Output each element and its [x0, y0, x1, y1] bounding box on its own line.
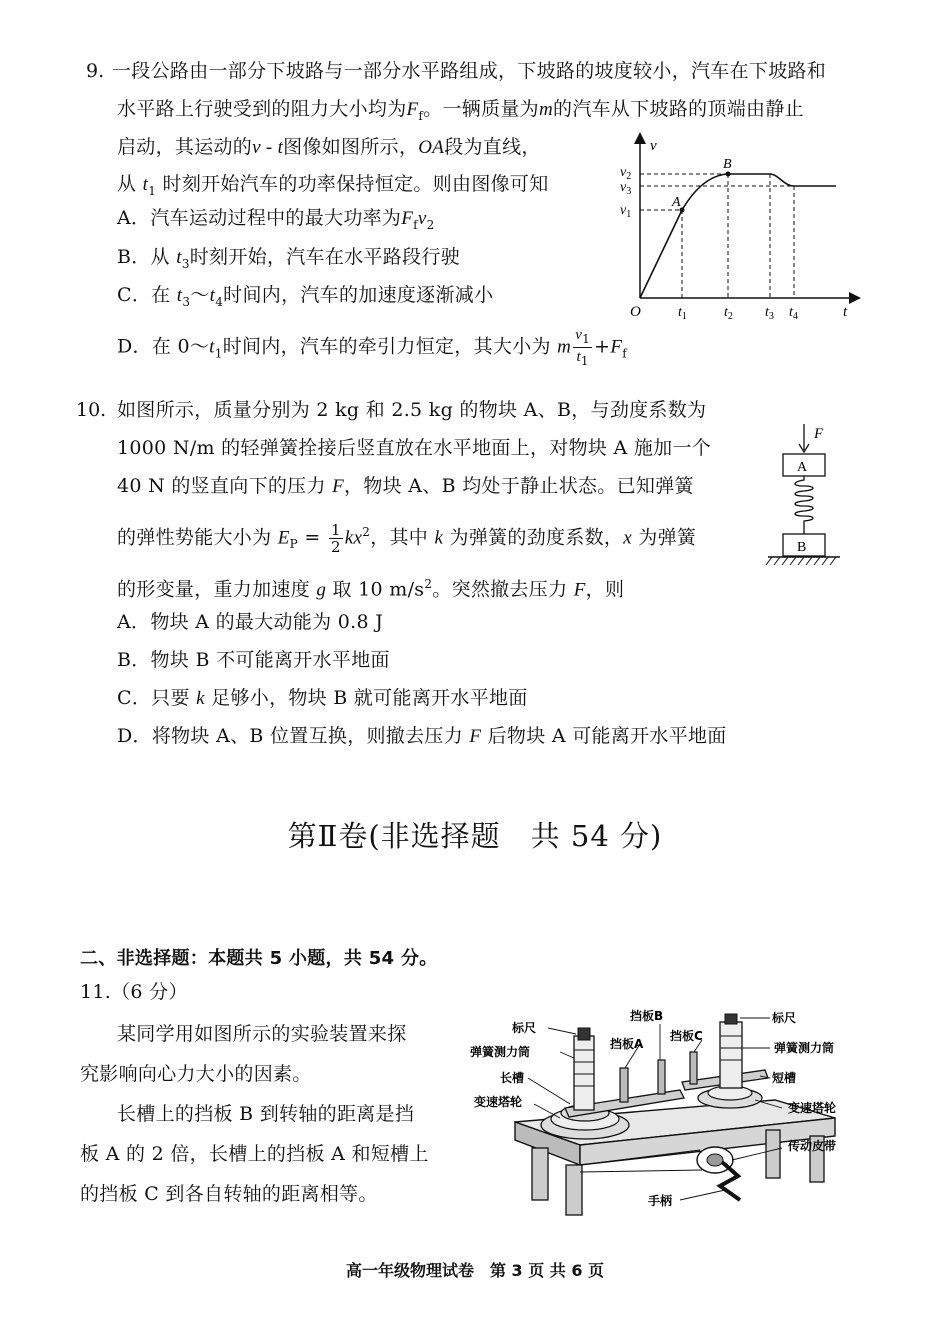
origin-label: O	[630, 304, 641, 320]
centripetal-apparatus	[470, 1000, 870, 1220]
label-crank: 手柄	[648, 1194, 673, 1208]
q10-line1: 如图所示，质量分别为 2 kg 和 2.5 kg 的物块 A、B，与劲度系数为	[117, 399, 707, 421]
baffle-c	[690, 1052, 697, 1084]
label-baffle-c: 挡板C	[670, 1029, 703, 1043]
q10-option-d: D．将物块 A、B 位置互换，则撤去压力 F 后物块 A 可能离开水平地面	[117, 725, 727, 747]
point-b-label: B	[723, 157, 732, 172]
q11-number: 11.（6 分）	[80, 981, 188, 1003]
label-baffle-a: 挡板A	[610, 1037, 644, 1051]
q10-option-b: B．物块 B 不可能离开水平地面	[117, 649, 390, 671]
q11-p1-line2: 究影响向心力大小的因素。	[80, 1063, 312, 1085]
t4-label: $t_4$	[789, 305, 798, 320]
baffle-b	[658, 1060, 665, 1094]
q9-line4: 从 $t_1$ 时刻开始汽车的功率保持恒定。则由图像可知	[117, 173, 549, 198]
label-spring-scale-left: 弹簧测力筒	[470, 1045, 531, 1059]
spring	[795, 476, 813, 534]
q9-line3: 启动，其运动的v - t图像如图所示，OA段为直线，	[117, 136, 541, 158]
label-spring-scale-right: 弹簧测力筒	[774, 1041, 835, 1055]
q11-p1-line1: 某同学用如图所示的实验装置来探	[117, 1023, 407, 1045]
q9-option-b: B．从 $t_3$时刻开始，汽车在水平路段行驶	[117, 246, 460, 271]
v-axis-label: v	[650, 138, 657, 154]
label-drive-belt: 传动皮带	[788, 1139, 837, 1153]
q9-option-a: A．汽车运动过程中的最大功率为$F_fv_2$	[117, 207, 435, 232]
q11-p2-line1: 长槽上的挡板 B 到转轴的距离是挡	[117, 1103, 415, 1125]
v1-label: $v_1$	[620, 203, 632, 220]
block-b-label: B	[797, 540, 807, 555]
q10-line2: 1000 N/m 的轻弹簧拴接后竖直放在水平地面上，对物块 A 施加一个	[117, 437, 712, 459]
label-short-groove: 短槽	[772, 1071, 797, 1085]
point-a-label: A	[672, 195, 681, 210]
t-axis-label: t	[843, 304, 848, 320]
vt-curve	[640, 174, 836, 298]
fraction-v1-t1: $\frac{v_1}{t_1}$	[575, 327, 591, 368]
q10-option-c: C．只要 k 足够小，物块 B 就可能离开水平地面	[117, 687, 528, 709]
q10-line4: 的弹性势能大小为 $E_P$ = $\frac{1}{2}$ $kx^2$，其中 k 为弹簧的劲度系数，x 为弹簧	[117, 520, 697, 556]
q11-p2-line2: 板 A 的 2 倍，长槽上的挡板 A 和短槽上	[80, 1143, 429, 1165]
t2-label: $t_2$	[724, 305, 733, 320]
q9-line2: 水平路上行驶受到的阻力大小均为$F_f$。一辆质量为m的汽车从下坡路的顶端由静止	[117, 98, 804, 123]
q10-number: 10.	[76, 399, 107, 421]
baffle-a	[620, 1068, 628, 1102]
part2-title: 第Ⅱ卷(非选择题 共 54 分)	[287, 819, 663, 853]
q9-line1: 一段公路由一部分下坡路与一部分水平路组成，下坡路的坡度较小，汽车在下坡路和	[112, 60, 827, 82]
left-spring-scale	[574, 1036, 594, 1110]
t3-label: $t_3$	[765, 305, 774, 320]
q11-p2-line3: 的挡板 C 到各自转轴的距离相等。	[80, 1183, 378, 1205]
right-spring-scale	[720, 1022, 742, 1088]
q9-option-d: D．在 $0\sim t_1$时间内，汽车的牵引力恒定，其大小为 m $\frac{v_1}{t_1}$ $+F_f$	[117, 327, 627, 368]
section-heading: 二、非选择题：本题共 5 小题，共 54 分。	[80, 948, 438, 969]
label-scale-left: 标尺	[512, 1021, 537, 1035]
q9-number: 9.	[86, 60, 105, 82]
q9-option-c: C．在 $t_3\sim t_4$时间内，汽车的加速度逐渐减小	[117, 284, 494, 309]
fraction-one-half: $\frac{1}{2}$	[330, 520, 341, 556]
label-scale-right: 标尺	[772, 1011, 797, 1025]
v3-label: $v_3$	[620, 180, 632, 197]
label-tower-right: 变速塔轮	[788, 1101, 837, 1115]
v2-label: $v_2$	[620, 165, 632, 182]
t1-label: $t_1$	[678, 305, 687, 320]
q10-option-a: A．物块 A 的最大动能为 0.8 J	[117, 611, 384, 633]
block-a-label: A	[797, 460, 808, 475]
vt-graph	[610, 130, 870, 320]
spring-figure	[760, 420, 850, 570]
q10-line5: 的形变量，重力加速度 g 取 10 $m/s^2$。突然撤去压力 F，则	[117, 577, 625, 601]
q10-line3: 40 N 的竖直向下的压力 F，物块 A、B 均处于静止状态。已知弹簧	[117, 475, 694, 497]
point-b	[726, 172, 731, 177]
force-f-label: F	[814, 426, 824, 442]
label-baffle-b: 挡板B	[630, 1009, 664, 1023]
label-long-groove: 长槽	[500, 1071, 525, 1085]
page-footer: 高一年级物理试卷 第 3 页 共 6 页	[345, 1261, 605, 1280]
label-tower-left: 变速塔轮	[474, 1095, 523, 1109]
